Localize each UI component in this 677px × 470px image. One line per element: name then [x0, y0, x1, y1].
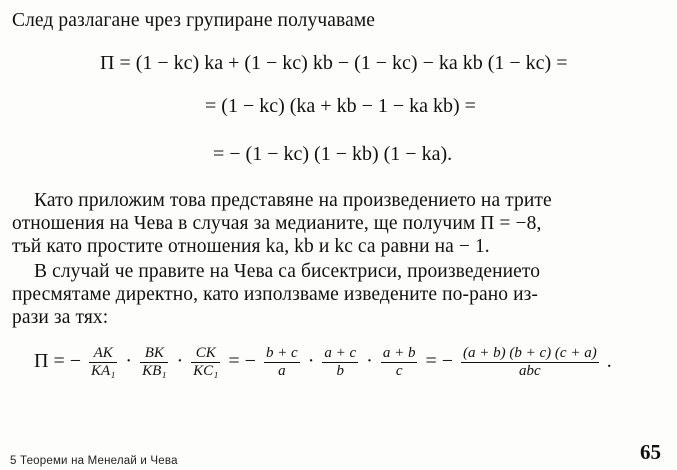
fraction-bc-a-den: a — [278, 363, 286, 379]
equals-minus-2: = − — [425, 350, 454, 373]
dot-2: · — [176, 350, 184, 373]
fraction-ac-b — [322, 345, 358, 380]
dot-3: · — [307, 350, 315, 373]
fraction-bk — [140, 345, 168, 380]
fraction-product-num: (a + b) (b + c) (c + a) — [463, 345, 597, 361]
fraction-ab-c-num: a + b — [382, 345, 416, 361]
page-number: 65 — [640, 440, 661, 464]
equation-3 — [213, 142, 452, 166]
final-eq-lhs: П = − — [34, 350, 82, 373]
paragraph2-line3: рази за тях: — [12, 307, 109, 328]
fraction-ck-den: KC₁ — [193, 363, 219, 379]
paragraph2-line1: В случай че правите на Чева са бисектриси, произведението — [34, 261, 541, 282]
equation-2-text: = (1 − kc) (ka + kb − 1 − ka kb) = — [205, 95, 476, 117]
fraction-ac-b-den: b — [336, 363, 345, 379]
paragraph1-line2: отношения на Чева в случая за медианите, ще получим П = −8, — [12, 213, 542, 234]
paragraph1-line3: тъй като простите отношения ka, kb и kc са равни на − 1. — [12, 236, 490, 257]
chapter-footer: 5 Теореми на Менелай и Чева — [10, 455, 178, 467]
fraction-ak-den: KA₁ — [91, 363, 116, 379]
fraction-ac-b-num: a + c — [324, 345, 357, 361]
fraction-bc-a-num: b + c — [265, 345, 298, 361]
fraction-bk-num: BK — [140, 345, 168, 363]
fraction-bc-a — [264, 345, 300, 380]
equation-2 — [205, 94, 476, 118]
equation-1 — [100, 51, 568, 75]
fraction-bk-den: KB₁ — [142, 363, 167, 379]
intro-line: След разлагане чрез групиране получаваме — [12, 10, 376, 31]
final-equation — [34, 345, 612, 380]
paragraph2-line2: пресмятаме директно, като използваме изведените по-рано из- — [12, 284, 539, 305]
final-period: . — [606, 350, 612, 373]
fraction-ak — [89, 345, 117, 380]
dot-1: · — [125, 350, 133, 373]
fraction-product — [461, 345, 599, 380]
fraction-ak-num: AK — [89, 345, 117, 363]
fraction-ck-num: CK — [191, 345, 220, 363]
fraction-ab-c — [381, 345, 418, 380]
equation-3-text: = − (1 − kc) (1 − kb) (1 − ka). — [213, 143, 453, 165]
fraction-ck — [191, 345, 220, 380]
equation-1-text: П = (1 − kc) ka + (1 − kc) kb − (1 − kc) − ka kb (1 − kc) = — [100, 52, 568, 74]
equals-minus-1: = − — [228, 350, 256, 373]
paragraph1-line1: Като приложим това представяне на произведението на трите — [34, 190, 552, 211]
fraction-product-den: abc — [519, 363, 541, 379]
dot-4: · — [366, 350, 373, 373]
fraction-ab-c-den: c — [395, 363, 403, 379]
